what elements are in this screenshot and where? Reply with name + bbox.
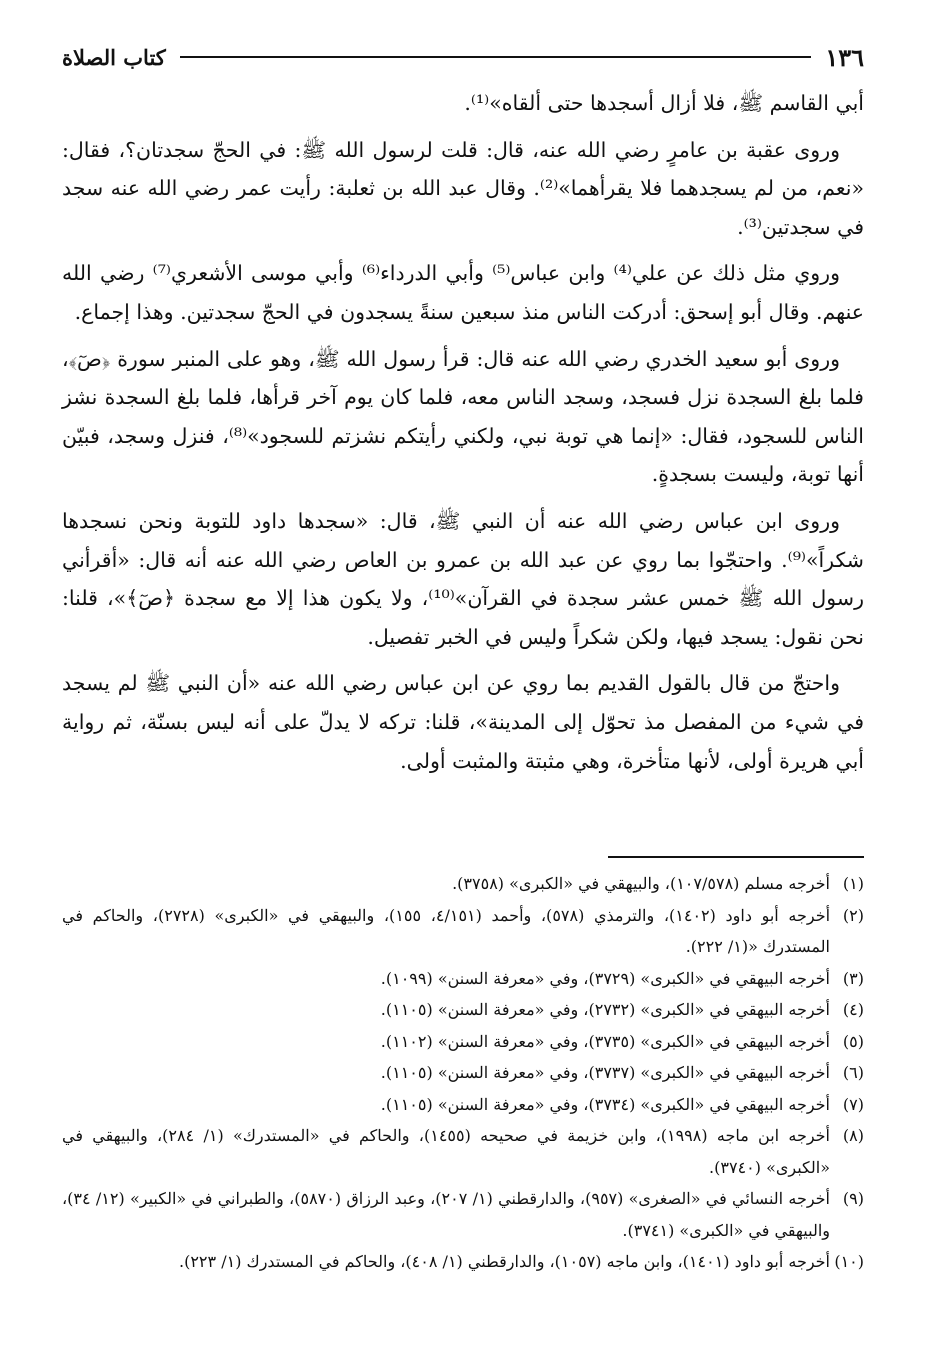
- paragraph-4: وروى أبو سعيد الخدري رضي الله عنه قال: قرأ رسول الله ﷺ، وهو على المنبر سورة ﴿صٓ﴾، فلما بلغ السجدة نزل فسجد، وسجد الناس معه، فلما كان يوم آخر قرأها، فلما بلغ السجدة نشز الناس للسجود، فقال: «إنما هي توبة نبي، ولكني رأيتكم نشزتم للسجود»⁽⁸⁾، فنزل وسجد، فبيّن أنها توبة، وليست بسجدةٍ.: [62, 346, 865, 487]
- footnote-item: [62, 994, 864, 1026]
- footnote-number: (٩): [842, 1189, 864, 1208]
- paragraph-1: أبي القاسم ﷺ، فلا أزال أسجدها حتى ألقاه»⁽¹⁾.: [464, 91, 864, 115]
- header-rule: [180, 56, 812, 58]
- footnote-number: (٦): [842, 1063, 864, 1082]
- footnote-text: أخرجه ابن ماجه (١٩٩٨)، وابن خزيمة في صحيحه (١٤٥٥)، والحاكم في «المستدرك» (١/ ٢٨٤)، والبيهقي في «الكبرى» (٣٧٤٠).: [62, 1126, 831, 1177]
- footnote-separator: [608, 856, 864, 858]
- footnote-number: (٤): [842, 1000, 864, 1019]
- footnote-number: (٧): [842, 1094, 864, 1114]
- footnote-item: [62, 868, 864, 900]
- footnote-text: أخرجه البيهقي في «الكبرى» (٣٧٢٩)، وفي «معرفة السنن» (١٠٩٩).: [380, 968, 830, 988]
- footnote-text: أخرجه البيهقي في «الكبرى» (٣٧٣٧)، وفي «معرفة السنن» (١١٠٥).: [380, 1063, 830, 1082]
- footnote-number: (٣): [842, 968, 864, 988]
- footnote-item: [62, 900, 864, 963]
- paragraph-2: وروى عقبة بن عامرٍ رضي الله عنه، قال: قلت لرسول الله ﷺ: في الحجّ سجدتان؟، فقال: «نعم، من لم يسجدهما فلا يقرأهما»⁽²⁾. وقال عبد الله بن ثعلبة: رأيت عمر رضي الله عنه سجد في سجدتين⁽³⁾.: [62, 137, 864, 239]
- page-header: [62, 40, 864, 74]
- footnote-text: أخرجه أبو داود (١٤٠١)، وابن ماجه (١٠٥٧)، والدارقطني (١/ ٤٠٨)، والحاكم في المستدرك (١/ ٢٢٣).: [179, 1252, 830, 1271]
- page-number: ١٣٦: [825, 42, 864, 72]
- footnote-number: (١٠): [834, 1252, 864, 1271]
- footnote-item: [62, 1026, 864, 1058]
- footnote-item: [62, 1246, 864, 1278]
- paragraph-5: وروى ابن عباس رضي الله عنه أن النبي ﷺ، قال: «سجدها داود للتوبة ونحن نسجدها شكراً»⁽⁹⁾. واحتجّوا بما روي عن عبد الله بن عمرو بن العاص رضي الله عنه أنه قال: «أقرأني رسول الله ﷺ خمس عشر سجدة في القرآن»⁽¹⁰⁾، ولا يكون هذا إلا مع سجدة ﴿صٓ﴾»، قلنا: نحن نقول: يسجد فيها، ولكن شكراً وليس في الخبر تفصيل.: [62, 508, 864, 649]
- footnote-text: أخرجه النسائي في «الصغرى» (٩٥٧)، والدارقطني (١/ ٢٠٧)، وعبد الرزاق (٥٨٧٠)، والطبراني في «الكبير» (١٢/ ٣٤)، والبيهقي في «الكبرى» (٣٧٤١).: [62, 1189, 831, 1240]
- footnote-number: (٢): [842, 905, 864, 925]
- footnote-item: [62, 1183, 864, 1246]
- main-text: [62, 84, 864, 780]
- footnote-text: أخرجه البيهقي في «الكبرى» (٢٧٣٢)، وفي «معرفة السنن» (١١٠٥).: [380, 1000, 830, 1019]
- footnote-number: (١): [842, 874, 864, 893]
- footnote-text: أخرجه مسلم (١٠٧/٥٧٨)، والبيهقي في «الكبرى» (٣٧٥٨).: [452, 874, 830, 893]
- footnote-text: أخرجه أبو داود (١٤٠٢)، والترمذي (٥٧٨)، وأحمد (٤/١٥١، ١٥٥)، والبيهقي في «الكبرى» (٢٧٢٨)، والحاكم في المستدرك «(١/ ٢٢٢).: [62, 905, 831, 956]
- footnotes: [62, 868, 864, 1278]
- footnote-text: أخرجه البيهقي في «الكبرى» (٣٧٣٥)، وفي «معرفة السنن» (١١٠٢).: [380, 1031, 830, 1051]
- footnote-number: (٨): [842, 1126, 864, 1145]
- footnote-text: أخرجه البيهقي في «الكبرى» (٣٧٣٤)، وفي «معرفة السنن» (١١٠٥).: [380, 1094, 830, 1114]
- footnote-item: [62, 1089, 864, 1121]
- paragraph-3: وروي مثل ذلك عن علي⁽⁴⁾ وابن عباس⁽⁵⁾ وأبي الدرداء⁽⁶⁾ وأبي موسى الأشعري⁽⁷⁾ رضي الله عنهم. وقال أبو إسحق: أدركت الناس منذ سبعين سنةً يسجدون في الحجّ سجدتين. وهذا إجماع.: [62, 261, 864, 324]
- footnote-item: [62, 963, 864, 995]
- footnote-number: (٥): [842, 1031, 864, 1051]
- paragraph-6: واحتجّ من قال بالقول القديم بما روي عن ابن عباس رضي الله عنه «أن النبي ﷺ لم يسجد في شيء من المفصل مذ تحوّل إلى المدينة»، قلنا: تركه لا يدلّ على أنه ليس بسنّة، ثم رواية أبي هريرة أولى، لأنها متأخرة، وهي مثبتة والمثبت أولى.: [62, 671, 864, 773]
- book-title: كتاب الصلاة: [62, 44, 166, 70]
- footnote-item: [62, 1120, 864, 1183]
- footnote-item: [62, 1057, 864, 1089]
